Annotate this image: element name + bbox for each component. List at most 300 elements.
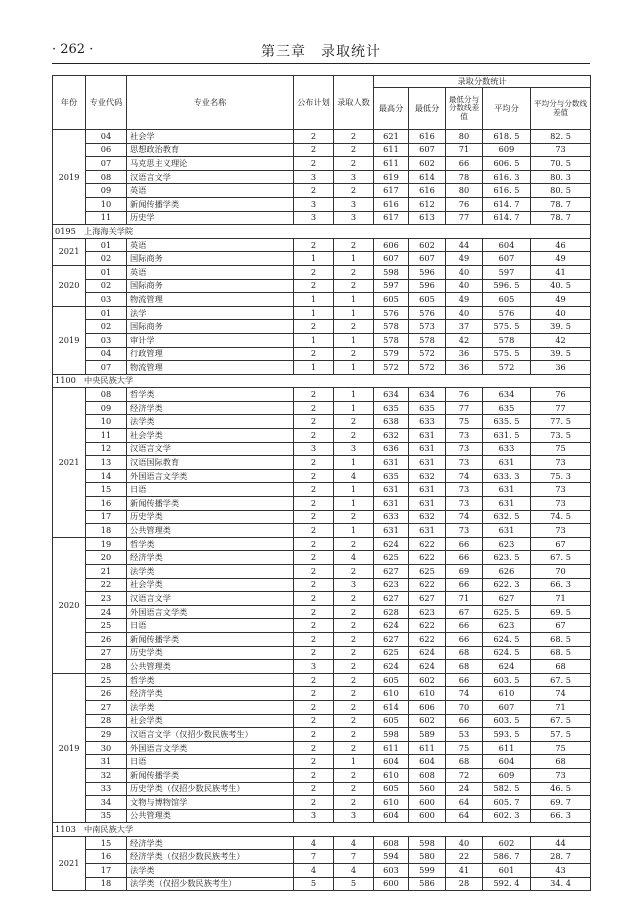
avg-score: 618. 5 <box>483 130 531 144</box>
avg-score-diff: 68 <box>531 755 591 769</box>
major-code: 03 <box>86 333 127 347</box>
admitted-count: 3 <box>334 809 374 823</box>
max-score: 607 <box>374 252 409 266</box>
avg-score-diff: 73 <box>531 143 591 157</box>
min-score: 604 <box>409 755 446 769</box>
major-code: 18 <box>86 524 127 538</box>
min-score: 580 <box>409 850 446 864</box>
avg-score: 603. 5 <box>483 714 531 728</box>
major-code: 33 <box>86 782 127 796</box>
col-min-diff: 最低分与分数线差值 <box>446 88 483 130</box>
plan-count: 2 <box>294 524 334 538</box>
major-name: 行政管理 <box>127 347 294 361</box>
year-cell: 2019 <box>53 130 86 225</box>
avg-score: 586. 7 <box>483 850 531 864</box>
major-name: 汉语言文学 <box>127 170 294 184</box>
major-name: 新闻传播学类 <box>127 768 294 782</box>
admitted-count: 1 <box>334 388 374 402</box>
admitted-count: 1 <box>334 293 374 307</box>
min-score: 607 <box>409 143 446 157</box>
avg-score: 575. 5 <box>483 320 531 334</box>
min-score-diff: 49 <box>446 293 483 307</box>
table-row <box>53 809 591 823</box>
major-code: 15 <box>86 836 127 850</box>
admitted-count: 4 <box>334 864 374 878</box>
major-name: 社会学类 <box>127 578 294 592</box>
major-name: 文物与博物馆学 <box>127 796 294 810</box>
min-score: 635 <box>409 401 446 415</box>
min-score-diff: 70 <box>446 700 483 714</box>
table-row <box>53 864 591 878</box>
admitted-count: 3 <box>334 578 374 592</box>
major-name: 新闻传播学类 <box>127 197 294 211</box>
admitted-count: 2 <box>334 646 374 660</box>
min-score-diff: 42 <box>446 333 483 347</box>
admitted-count: 2 <box>334 510 374 524</box>
min-score: 631 <box>409 429 446 443</box>
col-admitted: 录取人数 <box>334 76 374 130</box>
max-score: 634 <box>374 388 409 402</box>
min-score-diff: 66 <box>446 714 483 728</box>
min-score: 616 <box>409 130 446 144</box>
min-score-diff: 66 <box>446 619 483 633</box>
major-code: 13 <box>86 456 127 470</box>
max-score: 606 <box>374 238 409 252</box>
major-code: 16 <box>86 497 127 511</box>
avg-score: 605. 7 <box>483 796 531 810</box>
min-score: 596 <box>409 279 446 293</box>
avg-score: 616. 3 <box>483 170 531 184</box>
plan-count: 2 <box>294 429 334 443</box>
admitted-count: 1 <box>334 755 374 769</box>
avg-score-diff: 69. 7 <box>531 796 591 810</box>
min-score: 632 <box>409 510 446 524</box>
avg-score: 624. 5 <box>483 646 531 660</box>
avg-score: 604 <box>483 238 531 252</box>
table-row <box>53 782 591 796</box>
max-score: 624 <box>374 660 409 674</box>
plan-count: 1 <box>294 361 334 375</box>
year-cell: 2020 <box>53 537 86 673</box>
avg-score: 602 <box>483 836 531 850</box>
plan-count: 2 <box>294 347 334 361</box>
min-score: 578 <box>409 333 446 347</box>
max-score: 635 <box>374 401 409 415</box>
major-code: 01 <box>86 238 127 252</box>
plan-count: 2 <box>294 537 334 551</box>
min-score: 602 <box>409 714 446 728</box>
major-name: 经济学类（仅招少数民族考生） <box>127 850 294 864</box>
avg-score: 623. 5 <box>483 551 531 565</box>
table-row <box>53 320 591 334</box>
plan-count: 2 <box>294 646 334 660</box>
plan-count: 5 <box>294 877 334 891</box>
min-score-diff: 71 <box>446 592 483 606</box>
avg-score-diff: 66. 3 <box>531 578 591 592</box>
table-row <box>53 836 591 850</box>
avg-score: 626 <box>483 565 531 579</box>
plan-count: 2 <box>294 320 334 334</box>
plan-count: 3 <box>294 211 334 225</box>
major-code: 02 <box>86 252 127 266</box>
table-row <box>53 510 591 524</box>
table-row <box>53 184 591 198</box>
max-score: 619 <box>374 170 409 184</box>
avg-score: 582. 5 <box>483 782 531 796</box>
avg-score: 593. 5 <box>483 728 531 742</box>
major-code: 15 <box>86 483 127 497</box>
table-row <box>53 714 591 728</box>
avg-score: 632. 5 <box>483 510 531 524</box>
table-row <box>53 456 591 470</box>
avg-score-diff: 73 <box>531 483 591 497</box>
max-score: 627 <box>374 592 409 606</box>
table-row <box>53 728 591 742</box>
min-score-diff: 66 <box>446 537 483 551</box>
max-score: 623 <box>374 578 409 592</box>
avg-score-diff: 69. 5 <box>531 605 591 619</box>
avg-score-diff: 39. 5 <box>531 347 591 361</box>
admitted-count: 2 <box>334 782 374 796</box>
min-score-diff: 74 <box>446 469 483 483</box>
avg-score: 604 <box>483 755 531 769</box>
min-score-diff: 76 <box>446 197 483 211</box>
major-code: 35 <box>86 809 127 823</box>
table-row <box>53 429 591 443</box>
avg-score-diff: 40 <box>531 306 591 320</box>
admitted-count: 4 <box>334 836 374 850</box>
min-score: 602 <box>409 673 446 687</box>
major-name: 汉语国际教育 <box>127 456 294 470</box>
admitted-count: 2 <box>334 619 374 633</box>
min-score: 631 <box>409 483 446 497</box>
admitted-count: 2 <box>334 265 374 279</box>
max-score: 631 <box>374 497 409 511</box>
table-row <box>53 197 591 211</box>
plan-count: 2 <box>294 238 334 252</box>
major-code: 11 <box>86 211 127 225</box>
min-score-diff: 24 <box>446 782 483 796</box>
min-score: 631 <box>409 497 446 511</box>
avg-score-diff: 34. 4 <box>531 877 591 891</box>
max-score: 598 <box>374 265 409 279</box>
min-score-diff: 66 <box>446 632 483 646</box>
plan-count: 2 <box>294 415 334 429</box>
min-score-diff: 28 <box>446 877 483 891</box>
major-name: 社会学 <box>127 130 294 144</box>
min-score: 573 <box>409 320 446 334</box>
major-code: 07 <box>86 157 127 171</box>
admitted-count: 7 <box>334 850 374 864</box>
major-name: 经济学类 <box>127 836 294 850</box>
major-code: 27 <box>86 700 127 714</box>
plan-count: 2 <box>294 796 334 810</box>
admitted-count: 2 <box>334 130 374 144</box>
major-name: 汉语言文学 <box>127 442 294 456</box>
avg-score: 634 <box>483 388 531 402</box>
avg-score: 602. 3 <box>483 809 531 823</box>
avg-score-diff: 46. 5 <box>531 782 591 796</box>
plan-count: 2 <box>294 741 334 755</box>
plan-count: 1 <box>294 252 334 266</box>
plan-count: 1 <box>294 306 334 320</box>
avg-score-diff: 67. 5 <box>531 714 591 728</box>
major-name: 公共管理类 <box>127 524 294 538</box>
avg-score-diff: 75 <box>531 741 591 755</box>
plan-count: 2 <box>294 157 334 171</box>
major-name: 物流管理 <box>127 293 294 307</box>
min-score-diff: 69 <box>446 565 483 579</box>
plan-count: 2 <box>294 469 334 483</box>
plan-count: 2 <box>294 184 334 198</box>
avg-score: 605 <box>483 293 531 307</box>
major-code: 07 <box>86 361 127 375</box>
major-name: 外国语言文学类 <box>127 605 294 619</box>
min-score: 614 <box>409 170 446 184</box>
max-score: 631 <box>374 524 409 538</box>
major-code: 32 <box>86 768 127 782</box>
major-code: 01 <box>86 306 127 320</box>
table-row <box>53 497 591 511</box>
min-score: 572 <box>409 347 446 361</box>
admitted-count: 2 <box>334 592 374 606</box>
plan-count: 2 <box>294 578 334 592</box>
max-score: 605 <box>374 293 409 307</box>
max-score: 578 <box>374 333 409 347</box>
min-score-diff: 76 <box>446 388 483 402</box>
max-score: 605 <box>374 782 409 796</box>
major-name: 汉语言文学（仅招少数民族考生） <box>127 728 294 742</box>
min-score-diff: 73 <box>446 429 483 443</box>
major-code: 12 <box>86 442 127 456</box>
avg-score: 624. 5 <box>483 632 531 646</box>
major-name: 经济学类 <box>127 551 294 565</box>
max-score: 617 <box>374 184 409 198</box>
major-code: 09 <box>86 401 127 415</box>
major-name: 新闻传播学类 <box>127 497 294 511</box>
min-score-diff: 66 <box>446 578 483 592</box>
major-code: 17 <box>86 864 127 878</box>
admitted-count: 1 <box>334 306 374 320</box>
major-code: 10 <box>86 197 127 211</box>
max-score: 638 <box>374 415 409 429</box>
avg-score-diff: 70. 5 <box>531 157 591 171</box>
avg-score-diff: 70 <box>531 565 591 579</box>
col-avg-diff: 平均分与分数线差值 <box>531 88 591 130</box>
major-name: 哲学类 <box>127 537 294 551</box>
max-score: 616 <box>374 197 409 211</box>
major-name: 思想政治教育 <box>127 143 294 157</box>
major-name: 国际商务 <box>127 320 294 334</box>
max-score: 610 <box>374 796 409 810</box>
avg-score-diff: 73 <box>531 768 591 782</box>
plan-count: 7 <box>294 850 334 864</box>
min-score: 622 <box>409 551 446 565</box>
table-row <box>53 578 591 592</box>
avg-score: 606. 5 <box>483 157 531 171</box>
major-name: 日语 <box>127 483 294 497</box>
avg-score: 633 <box>483 442 531 456</box>
min-score: 622 <box>409 537 446 551</box>
avg-score-diff: 78. 7 <box>531 197 591 211</box>
major-code: 14 <box>86 469 127 483</box>
admitted-count: 2 <box>334 320 374 334</box>
major-name: 英语 <box>127 265 294 279</box>
plan-count: 2 <box>294 714 334 728</box>
avg-score: 631. 5 <box>483 429 531 443</box>
table-row <box>53 632 591 646</box>
major-code: 10 <box>86 415 127 429</box>
major-code: 34 <box>86 796 127 810</box>
avg-score: 627 <box>483 592 531 606</box>
major-code: 21 <box>86 565 127 579</box>
avg-score-diff: 28. 7 <box>531 850 591 864</box>
admitted-count: 4 <box>334 551 374 565</box>
admitted-count: 2 <box>334 429 374 443</box>
major-name: 历史学类（仅招少数民族考生） <box>127 782 294 796</box>
avg-score-diff: 74 <box>531 687 591 701</box>
admitted-count: 1 <box>334 483 374 497</box>
admitted-count: 2 <box>334 143 374 157</box>
table-row <box>53 333 591 347</box>
major-code: 20 <box>86 551 127 565</box>
col-year: 年份 <box>53 76 86 130</box>
table-body <box>53 130 591 891</box>
max-score: 604 <box>374 809 409 823</box>
min-score: 600 <box>409 796 446 810</box>
major-code: 18 <box>86 877 127 891</box>
avg-score: 625. 5 <box>483 605 531 619</box>
admission-table <box>52 75 591 891</box>
min-score: 627 <box>409 592 446 606</box>
admitted-count: 2 <box>334 184 374 198</box>
plan-count: 2 <box>294 782 334 796</box>
avg-score: 611 <box>483 741 531 755</box>
admitted-count: 1 <box>334 401 374 415</box>
major-name: 法学 <box>127 306 294 320</box>
table-row <box>53 850 591 864</box>
school-name: 1100 中央民族大学 <box>53 374 591 388</box>
min-score: 625 <box>409 565 446 579</box>
min-score: 613 <box>409 211 446 225</box>
max-score: 572 <box>374 361 409 375</box>
admitted-count: 1 <box>334 456 374 470</box>
header-rule <box>52 63 590 64</box>
table-row <box>53 660 591 674</box>
avg-score: 610 <box>483 687 531 701</box>
min-score-diff: 75 <box>446 415 483 429</box>
min-score: 623 <box>409 605 446 619</box>
max-score: 605 <box>374 673 409 687</box>
min-score: 600 <box>409 809 446 823</box>
min-score: 602 <box>409 238 446 252</box>
table-row <box>53 279 591 293</box>
major-code: 04 <box>86 347 127 361</box>
max-score: 631 <box>374 456 409 470</box>
admitted-count: 1 <box>334 361 374 375</box>
avg-score-diff: 71 <box>531 700 591 714</box>
max-score: 631 <box>374 483 409 497</box>
avg-score-diff: 44 <box>531 836 591 850</box>
major-name: 社会学类 <box>127 714 294 728</box>
table-row <box>53 401 591 415</box>
admitted-count: 1 <box>334 252 374 266</box>
max-score: 603 <box>374 864 409 878</box>
table-row <box>53 741 591 755</box>
table-row <box>53 483 591 497</box>
plan-count: 2 <box>294 401 334 415</box>
min-score: 610 <box>409 687 446 701</box>
major-code: 31 <box>86 755 127 769</box>
table-row <box>53 469 591 483</box>
major-code: 26 <box>86 632 127 646</box>
max-score: 598 <box>374 728 409 742</box>
min-score-diff: 36 <box>446 347 483 361</box>
major-code: 30 <box>86 741 127 755</box>
admitted-count: 2 <box>334 238 374 252</box>
major-name: 社会学类 <box>127 429 294 443</box>
min-score-diff: 78 <box>446 170 483 184</box>
avg-score-diff: 73. 5 <box>531 429 591 443</box>
max-score: 611 <box>374 741 409 755</box>
max-score: 621 <box>374 130 409 144</box>
major-code: 03 <box>86 293 127 307</box>
major-name: 法学类（仅招少数民族考生） <box>127 877 294 891</box>
major-code: 25 <box>86 673 127 687</box>
min-score: 632 <box>409 469 446 483</box>
min-score-diff: 22 <box>446 850 483 864</box>
table-row <box>53 157 591 171</box>
major-name: 审计学 <box>127 333 294 347</box>
plan-count: 1 <box>294 333 334 347</box>
plan-count: 2 <box>294 483 334 497</box>
max-score: 597 <box>374 279 409 293</box>
min-score-diff: 74 <box>446 687 483 701</box>
min-score-diff: 74 <box>446 510 483 524</box>
plan-count: 2 <box>294 143 334 157</box>
table-row <box>53 252 591 266</box>
plan-count: 2 <box>294 673 334 687</box>
max-score: 632 <box>374 429 409 443</box>
major-code: 29 <box>86 728 127 742</box>
major-code: 16 <box>86 850 127 864</box>
min-score-diff: 71 <box>446 143 483 157</box>
major-code: 28 <box>86 660 127 674</box>
table-row <box>53 130 591 144</box>
max-score: 627 <box>374 565 409 579</box>
major-code: 09 <box>86 184 127 198</box>
avg-score: 631 <box>483 497 531 511</box>
min-score-diff: 77 <box>446 211 483 225</box>
plan-count: 2 <box>294 279 334 293</box>
min-score-diff: 73 <box>446 483 483 497</box>
major-name: 马克思主义理论 <box>127 157 294 171</box>
min-score-diff: 73 <box>446 524 483 538</box>
year-cell: 2019 <box>53 306 86 374</box>
plan-count: 2 <box>294 592 334 606</box>
avg-score-diff: 73 <box>531 524 591 538</box>
admitted-count: 3 <box>334 211 374 225</box>
major-name: 哲学类 <box>127 673 294 687</box>
admitted-count: 3 <box>334 442 374 456</box>
major-name: 日语 <box>127 619 294 633</box>
max-score: 636 <box>374 442 409 456</box>
min-score-diff: 40 <box>446 279 483 293</box>
admitted-count: 2 <box>334 537 374 551</box>
avg-score: 614. 7 <box>483 197 531 211</box>
avg-score-diff: 67 <box>531 619 591 633</box>
max-score: 635 <box>374 469 409 483</box>
